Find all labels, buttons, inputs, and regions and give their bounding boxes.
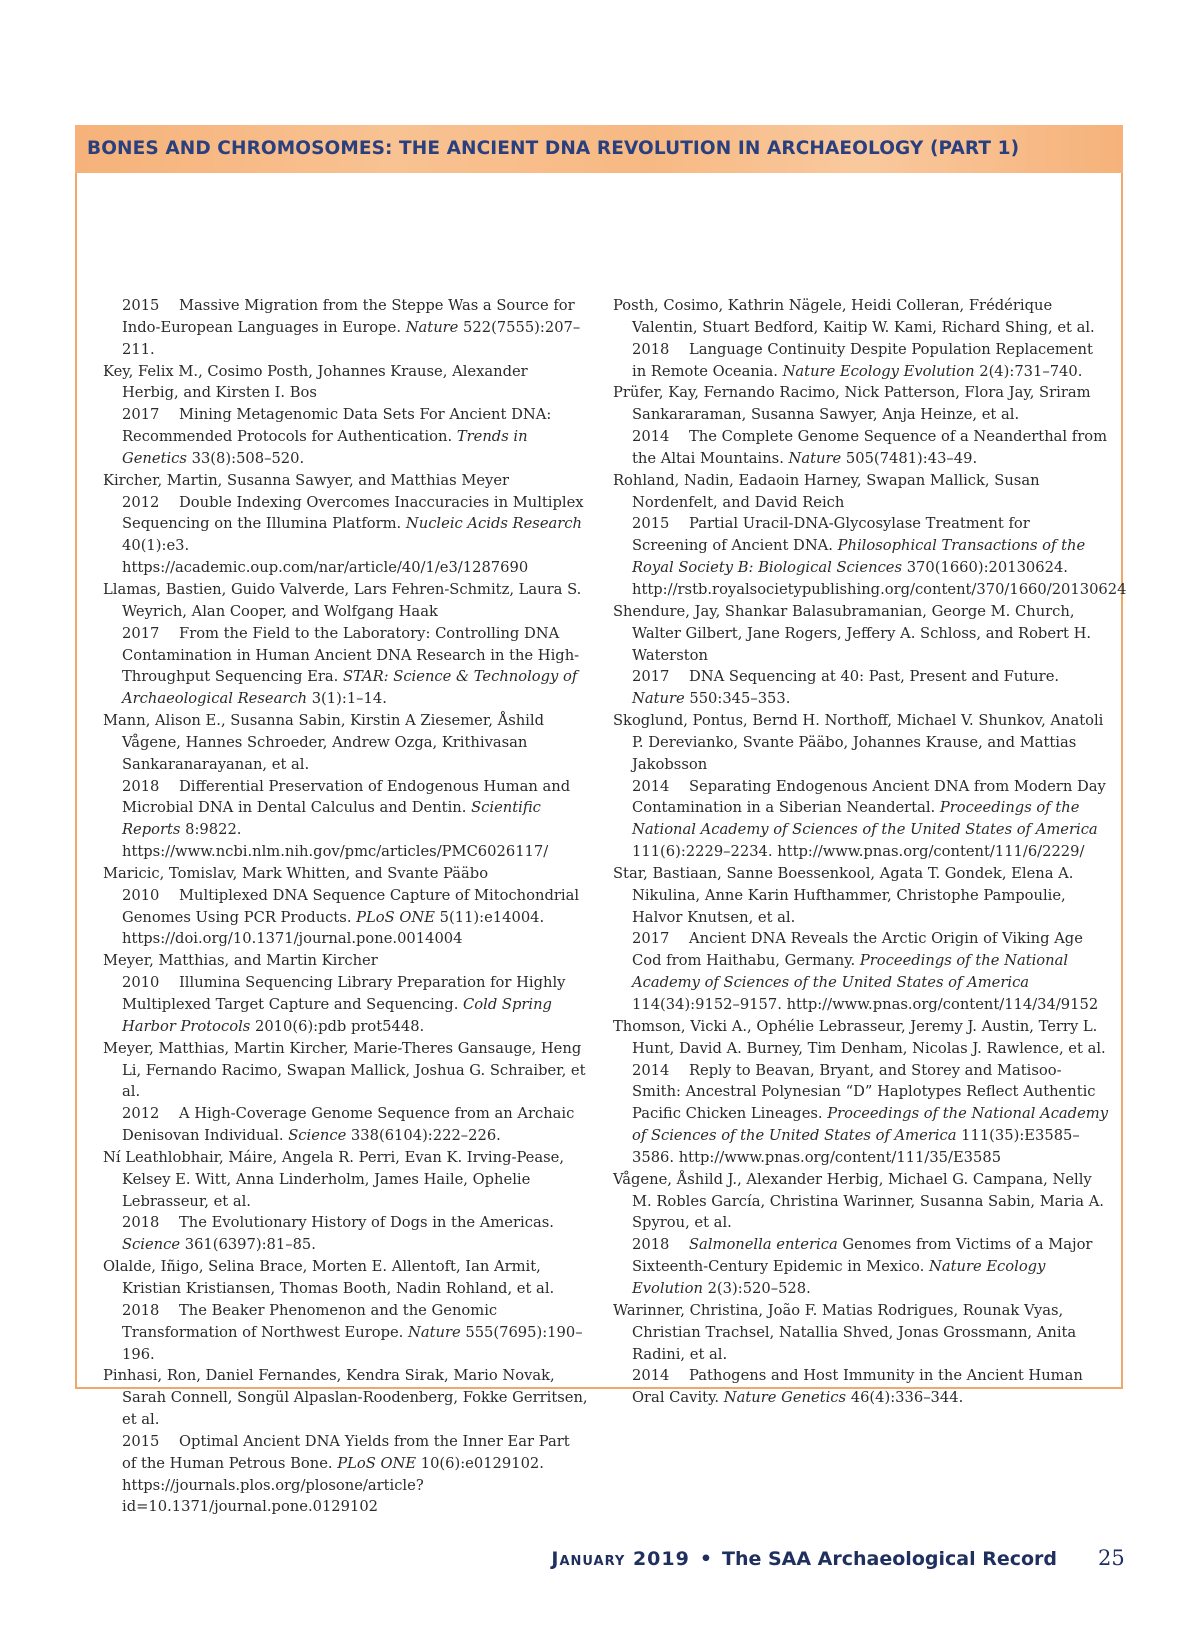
reference-title: Multiplexed DNA Sequence Capture of Mitochondrial Genomes Using PCR Products. xyxy=(122,886,580,926)
reference-entry xyxy=(613,339,1108,383)
reference-citation: 2(4):731–740. xyxy=(974,362,1083,380)
reference-authors: Mann, Alison E., Susanna Sabin, Kirstin A Ziesemer, Åshild Vågene, Hannes Schroeder, Andrew Ozga, Krithivasan Sankaranarayanan, et al. xyxy=(103,712,544,773)
reference-entry xyxy=(103,492,588,579)
reference-authors: Kircher, Martin, Susanna Sawyer, and Matthias Meyer xyxy=(103,471,510,489)
reference-journal: STAR: Science & Technology of Archaeological Research xyxy=(122,668,578,708)
reference-journal: Science xyxy=(122,1236,181,1254)
reference-year: 2018 xyxy=(122,1214,160,1232)
reference-year: 2015 xyxy=(122,297,160,314)
reference-year: 2012 xyxy=(122,493,160,511)
reference-citation: 361(6397):81–85. xyxy=(180,1236,316,1254)
reference-citation: 522(7555):207–211. xyxy=(122,318,581,358)
reference-entry xyxy=(613,666,1108,710)
section-title: BONES AND CHROMOSOMES: THE ANCIENT DNA REVOLUTION IN ARCHAEOLOGY (PART 1) xyxy=(87,138,1020,159)
reference-year: 2017 xyxy=(632,668,670,686)
reference-item xyxy=(103,295,588,361)
reference-authors: Shendure, Jay, Shankar Balasubramanian, George M. Church, Walter Gilbert, Jane Rogers, Jeffery A. Schloss, and Robert H. Waterston xyxy=(613,602,1092,664)
reference-year: 2014 xyxy=(632,777,670,795)
reference-citation: 338(6104):222–226. xyxy=(346,1127,501,1145)
reference-journal: Trends in Genetics xyxy=(122,428,528,467)
reference-item xyxy=(103,863,588,950)
section-banner xyxy=(75,125,1123,173)
reference-title: The Complete Genome Sequence of a Neanderthal from the Altai Mountains. xyxy=(632,428,1108,467)
reference-citation: 2010(6):pdb prot5448. xyxy=(250,1017,425,1035)
reference-item xyxy=(613,1169,1108,1300)
footer-journal: The SAA Archaeological Record xyxy=(721,1548,1057,1570)
reference-title: Massive Migration from the Steppe Was a Source for Indo-European Languages in Europe. xyxy=(122,297,575,336)
reference-journal: Nature Ecology Evolution xyxy=(632,1258,1046,1297)
reference-title: Genomes from Victims of a Major Sixteenth-Century Epidemic in Mexico. xyxy=(632,1236,1093,1276)
reference-entry xyxy=(103,623,588,710)
reference-journal: Nature xyxy=(632,690,685,708)
reference-journal: Philosophical Transactions of the Royal Society B: Biological Sciences xyxy=(632,537,1086,577)
reference-journal: Proceedings of the National Academy of Sciences of the United States of America xyxy=(632,799,1098,839)
reference-journal: Cold Spring Harbor Protocols xyxy=(122,996,552,1035)
reference-entry xyxy=(103,1431,588,1518)
reference-journal: Nature xyxy=(408,1323,461,1341)
reference-title: Partial Uracil-DNA-Glycosylase Treatment for Screening of Ancient DNA. xyxy=(632,515,1030,555)
reference-year: 2018 xyxy=(122,1301,160,1319)
references-column-right xyxy=(613,295,1127,1409)
reference-citation: 3(1):1–14. xyxy=(307,690,387,708)
reference-journal: Nature Ecology Evolution xyxy=(782,362,975,380)
reference-entry xyxy=(613,513,1127,600)
reference-title: Optimal Ancient DNA Yields from the Inner Ear Part of the Human Petrous Bone. xyxy=(122,1432,570,1472)
reference-authors: Pinhasi, Ron, Daniel Fernandes, Kendra Sirak, Mario Novak, Sarah Connell, Songül Alpaslan-Roodenberg, Fokke Gerritsen, et al. xyxy=(103,1367,588,1429)
reference-entry xyxy=(103,1300,588,1366)
reference-year: 2015 xyxy=(122,1432,160,1450)
bullet-separator: • xyxy=(699,1548,712,1570)
reference-title: Mining Metagenomic Data Sets For Ancient DNA: Recommended Protocols for Authentication. xyxy=(122,406,552,446)
reference-year: 2014 xyxy=(632,1367,670,1385)
reference-journal: Nature Genetics xyxy=(723,1389,847,1407)
reference-citation: 555(7695):190–196. xyxy=(122,1323,583,1363)
footer-running-title xyxy=(551,1548,1057,1570)
reference-entry xyxy=(613,1365,1108,1409)
reference-citation: 46(4):336–344. xyxy=(846,1389,964,1407)
reference-journal: Nature xyxy=(405,318,459,336)
reference-citation: 370(1660):20130624. http://rstb.royalsocietypublishing.org/content/370/1660/20130624 xyxy=(632,559,1127,598)
reference-item xyxy=(613,295,1108,382)
reference-item xyxy=(103,361,588,470)
reference-item xyxy=(103,950,588,1037)
reference-authors: Llamas, Bastien, Guido Valverde, Lars Fehren-Schmitz, Laura S. Weyrich, Alan Cooper, and Wolfgang Haak xyxy=(103,580,582,620)
reference-authors: Key, Felix M., Cosimo Posth, Johannes Krause, Alexander Herbig, and Kirsten I. Bos xyxy=(103,362,528,402)
reference-item xyxy=(103,710,588,863)
reference-item xyxy=(103,1147,588,1256)
page-number: 25 xyxy=(1098,1546,1125,1570)
reference-journal: Scientific Reports xyxy=(122,799,541,839)
reference-item xyxy=(103,579,588,710)
reference-item xyxy=(103,1256,588,1365)
reference-item xyxy=(613,470,1127,601)
reference-authors: Meyer, Matthias, and Martin Kircher xyxy=(103,952,378,970)
reference-year: 2017 xyxy=(122,406,160,424)
reference-title: Double Indexing Overcomes Inaccuracies in Multiplex Sequencing on the Illumina Platform. xyxy=(122,493,584,533)
reference-year: 2014 xyxy=(632,428,670,446)
references-column-left xyxy=(103,295,588,1518)
reference-citation: 40(1):e3. https://academic.oup.com/nar/article/40/1/e3/1287690 xyxy=(122,537,529,577)
reference-citation: 8:9822. https://www.ncbi.nlm.nih.gov/pmc/articles/PMC6026117/ xyxy=(122,821,549,861)
reference-year: 2018 xyxy=(122,777,160,795)
reference-authors: Olalde, Iñigo, Selina Brace, Morten E. Allentoft, Ian Armit, Kristian Kristiansen, Thomas Booth, Nadin Rohland, et al. xyxy=(103,1258,555,1297)
reference-citation: 114(34):9152–9157. http://www.pnas.org/content/114/34/9152 xyxy=(632,996,1099,1013)
reference-journal: PLoS ONE xyxy=(337,1454,417,1472)
reference-item xyxy=(613,863,1108,1016)
reference-entry xyxy=(103,885,588,951)
reference-authors: Rohland, Nadin, Eadaoin Harney, Swapan Mallick, Susan Nordenfelt, and David Reich xyxy=(613,471,1040,511)
reference-title: Reply to Beavan, Bryant, and Storey and Matisoo-Smith: Ancestral Polynesian “D” Haplotypes Reflect Authentic Pacific Chicken Lineages. xyxy=(632,1061,1096,1123)
reference-year: 2015 xyxy=(632,515,670,533)
reference-entry xyxy=(613,1060,1108,1169)
reference-title: A High-Coverage Genome Sequence from an Archaic Denisovan Individual. xyxy=(122,1105,575,1145)
reference-entry xyxy=(103,1212,588,1256)
reference-title: Pathogens and Host Immunity in the Ancient Human Oral Cavity. xyxy=(632,1367,1083,1407)
reference-entry xyxy=(103,295,588,361)
reference-year: 2017 xyxy=(122,624,160,642)
reference-citation: 505(7481):43–49. xyxy=(841,449,978,467)
reference-authors: Thomson, Vicki A., Ophélie Lebrasseur, Jeremy J. Austin, Terry L. Hunt, David A. Burney, Tim Denham, Nicolas J. Rawlence, et al. xyxy=(613,1017,1106,1057)
reference-entry xyxy=(103,776,588,863)
reference-title: The Evolutionary History of Dogs in the Americas. xyxy=(179,1214,554,1232)
reference-citation: 111(35):E3585–3586. http://www.pnas.org/content/111/35/E3585 xyxy=(632,1127,1080,1166)
reference-citation: 5(11):e14004. https://doi.org/10.1371/journal.pone.0014004 xyxy=(122,908,545,948)
reference-authors: Star, Bastiaan, Sanne Boessenkool, Agata T. Gondek, Elena A. Nikulina, Anne Karin Hufthammer, Christophe Pampoulie, Halvor Knutsen, et al. xyxy=(613,864,1074,926)
reference-item xyxy=(103,470,588,579)
reference-citation: 33(8):508–520. xyxy=(186,449,305,467)
reference-item xyxy=(613,1300,1108,1409)
reference-title: Illumina Sequencing Library Preparation for Highly Multiplexed Target Capture and Sequencing. xyxy=(122,974,566,1013)
reference-year: 2018 xyxy=(632,340,670,358)
reference-citation: 2(3):520–528. xyxy=(702,1279,811,1297)
reference-title: The Beaker Phenomenon and the Genomic Transformation of Northwest Europe. xyxy=(122,1301,498,1341)
reference-authors: Prüfer, Kay, Fernando Racimo, Nick Patterson, Flora Jay, Sriram Sankararaman, Susanna Sawyer, Anja Heinze, et al. xyxy=(613,384,1091,424)
reference-journal: Proceedings of the National Academy of Sciences of the United States of America xyxy=(632,1105,1108,1145)
reference-citation: 10(6):e0129102. https://journals.plos.org/plosone/article?id=10.1371/journal.pone.0129102 xyxy=(122,1454,544,1516)
reference-title-italic: Salmonella enterica xyxy=(689,1236,838,1254)
reference-entry xyxy=(103,1103,588,1147)
reference-entry xyxy=(613,426,1108,470)
reference-item xyxy=(613,601,1108,710)
reference-item xyxy=(103,1038,588,1147)
reference-item xyxy=(613,1016,1108,1169)
reference-journal: Science xyxy=(288,1127,347,1145)
reference-entry xyxy=(103,404,588,470)
footer-issue: January 2019 xyxy=(551,1548,690,1570)
reference-authors: Meyer, Matthias, Martin Kircher, Marie-Theres Gansauge, Heng Li, Fernando Racimo, Swapan Mallick, Joshua G. Schraiber, et al. xyxy=(103,1039,586,1101)
reference-title: Ancient DNA Reveals the Arctic Origin of Viking Age Cod from Haithabu, Germany. xyxy=(632,930,1083,970)
reference-entry xyxy=(613,776,1108,863)
reference-citation: 111(6):2229–2234. http://www.pnas.org/content/111/6/2229/ xyxy=(632,843,1085,861)
reference-entry xyxy=(613,1234,1108,1300)
reference-item xyxy=(613,710,1108,863)
reference-journal: PLoS ONE xyxy=(356,908,435,926)
reference-year: 2010 xyxy=(122,886,160,904)
reference-title: Language Continuity Despite Population Replacement in Remote Oceania. xyxy=(632,340,1093,380)
reference-authors: Vågene, Åshild J., Alexander Herbig, Michael G. Campana, Nelly M. Robles García, Christina Warinner, Susanna Sabin, Maria A. Spyrou, et al. xyxy=(613,1170,1104,1232)
reference-journal: Nucleic Acids Research xyxy=(405,515,582,533)
reference-year: 2014 xyxy=(632,1061,670,1079)
reference-year: 2017 xyxy=(632,930,670,948)
reference-title: Separating Endogenous Ancient DNA from Modern Day Contamination in a Siberian Neandertal. xyxy=(632,777,1106,817)
reference-item xyxy=(103,1365,588,1518)
reference-citation: 550:345–353. xyxy=(684,690,791,708)
reference-authors: Maricic, Tomislav, Mark Whitten, and Svante Pääbo xyxy=(103,864,489,882)
reference-item xyxy=(613,382,1108,469)
reference-authors: Ní Leathlobhair, Máire, Angela R. Perri, Evan K. Irving-Pease, Kelsey E. Witt, Anna Linderholm, James Haile, Ophelie Lebrasseur, et al. xyxy=(103,1148,565,1210)
reference-entry xyxy=(613,928,1108,1015)
reference-authors: Posth, Cosimo, Kathrin Nägele, Heidi Colleran, Frédérique Valentin, Stuart Bedford, Kaitip W. Kami, Richard Shing, et al. xyxy=(613,297,1095,336)
reference-title: Differential Preservation of Endogenous Human and Microbial DNA in Dental Calculus and Dentin. xyxy=(122,777,571,817)
reference-authors: Warinner, Christina, João F. Matias Rodrigues, Rounak Vyas, Christian Trachsel, Natallia Shved, Jonas Grossmann, Anita Radini, et al. xyxy=(613,1301,1077,1363)
reference-authors: Skoglund, Pontus, Bernd H. Northoff, Michael V. Shunkov, Anatoli P. Derevianko, Svante Pääbo, Johannes Krause, and Mattias Jakobsson xyxy=(613,712,1104,773)
reference-entry xyxy=(103,972,588,1038)
reference-year: 2018 xyxy=(632,1236,670,1254)
reference-title: DNA Sequencing at 40: Past, Present and Future. xyxy=(689,668,1060,686)
reference-journal: Proceedings of the National Academy of Sciences of the United States of America xyxy=(632,952,1069,992)
reference-year: 2012 xyxy=(122,1105,160,1123)
reference-journal: Nature xyxy=(788,449,842,467)
reference-title: From the Field to the Laboratory: Controlling DNA Contamination in Human Ancient DNA Research in the High-Throughput Sequencing Era. xyxy=(122,624,580,686)
reference-year: 2010 xyxy=(122,974,160,992)
